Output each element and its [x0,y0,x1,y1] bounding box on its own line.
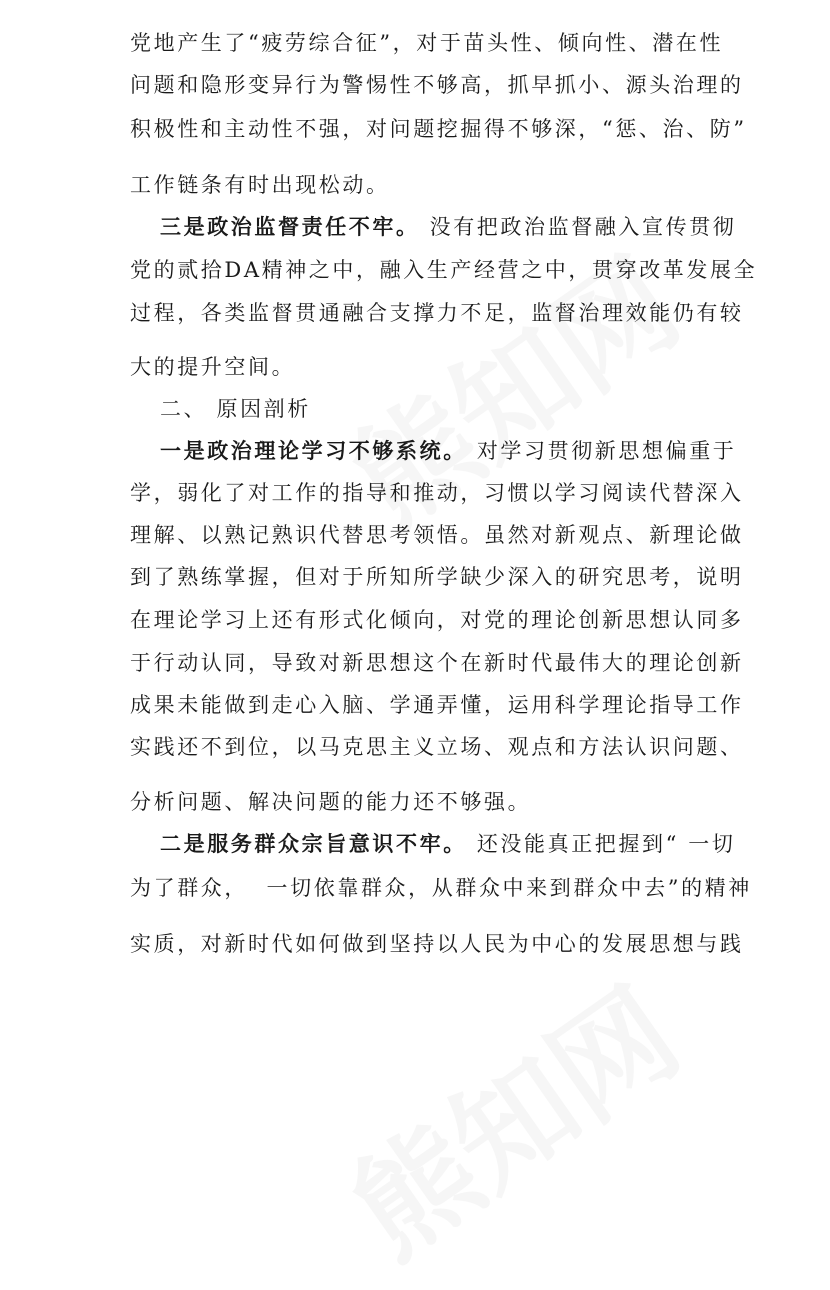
text-line: 工作链条有时出现松动。 [130,173,390,197]
paragraph-line [160,829,736,859]
text-line: 积极性和主动性不强，对问题挖掘得不够深，“惩、治、防” [130,117,747,141]
text-line: 在理论学习上还有形式化倾向，对党的理论创新思想认同多 [130,608,744,632]
text-line: 成果未能做到走心入脑、学通弄懂，运用科学理论指导工作 [130,693,744,717]
section-title: 二、 原因剖析 [160,397,311,421]
text-line: 实践还不到位，以马克思主义立场、观点和方法认识问题、 [130,735,744,759]
text-run: 对学习贯彻新思想偏重于 [476,439,737,463]
text-line: 大的提升空间。 [130,355,296,379]
text-line: 实质，对新时代如何做到坚持以人民为中心的发展思想与践 [130,932,744,956]
text-line: 党的贰拾DA精神之中，融入生产经营之中，贯穿改革发展全 [130,258,758,282]
text-run: 还没能真正把握到“ 一切 [476,832,736,856]
text-line: 为了群众， 一切依靠群众，从群众中来到群众中去”的精神 [130,876,752,900]
watermark [313,942,707,1289]
text-line: 过程，各类监督贯通融合支撑力不足，监督治理效能仍有较 [130,301,744,325]
text-line: 党地产生了“疲劳综合征”，对于苗头性、倾向性、潜在性 [130,31,724,55]
text-line: 于行动认同，导致对新思想这个在新时代最伟大的理论创新 [130,651,744,675]
paragraph-line [160,212,737,242]
text-line: 分析问题、解决问题的能力还不够强。 [130,790,532,814]
section-heading-2: 二是服务群众宗旨意识不牢。 [160,831,467,856]
text-line: 理解、以熟记熟识代替思考领悟。虽然对新观点、新理论做 [130,523,744,547]
section-heading-3: 三是政治监督责任不牢。 [160,214,420,239]
text-line: 学，弱化了对工作的指导和推动，习惯以学习阅读代替深入 [130,481,744,505]
section-heading-1: 一是政治理论学习不够系统。 [160,438,467,463]
text-run: 没有把政治监督融入宣传贯彻 [429,215,737,239]
text-line: 问题和隐形变异行为警惕性不够高，抓早抓小、源头治理的 [130,73,744,97]
paragraph-line [160,436,737,466]
text-line: 到了熟练掌握，但对于所知所学缺少深入的研究思考，说明 [130,565,744,589]
